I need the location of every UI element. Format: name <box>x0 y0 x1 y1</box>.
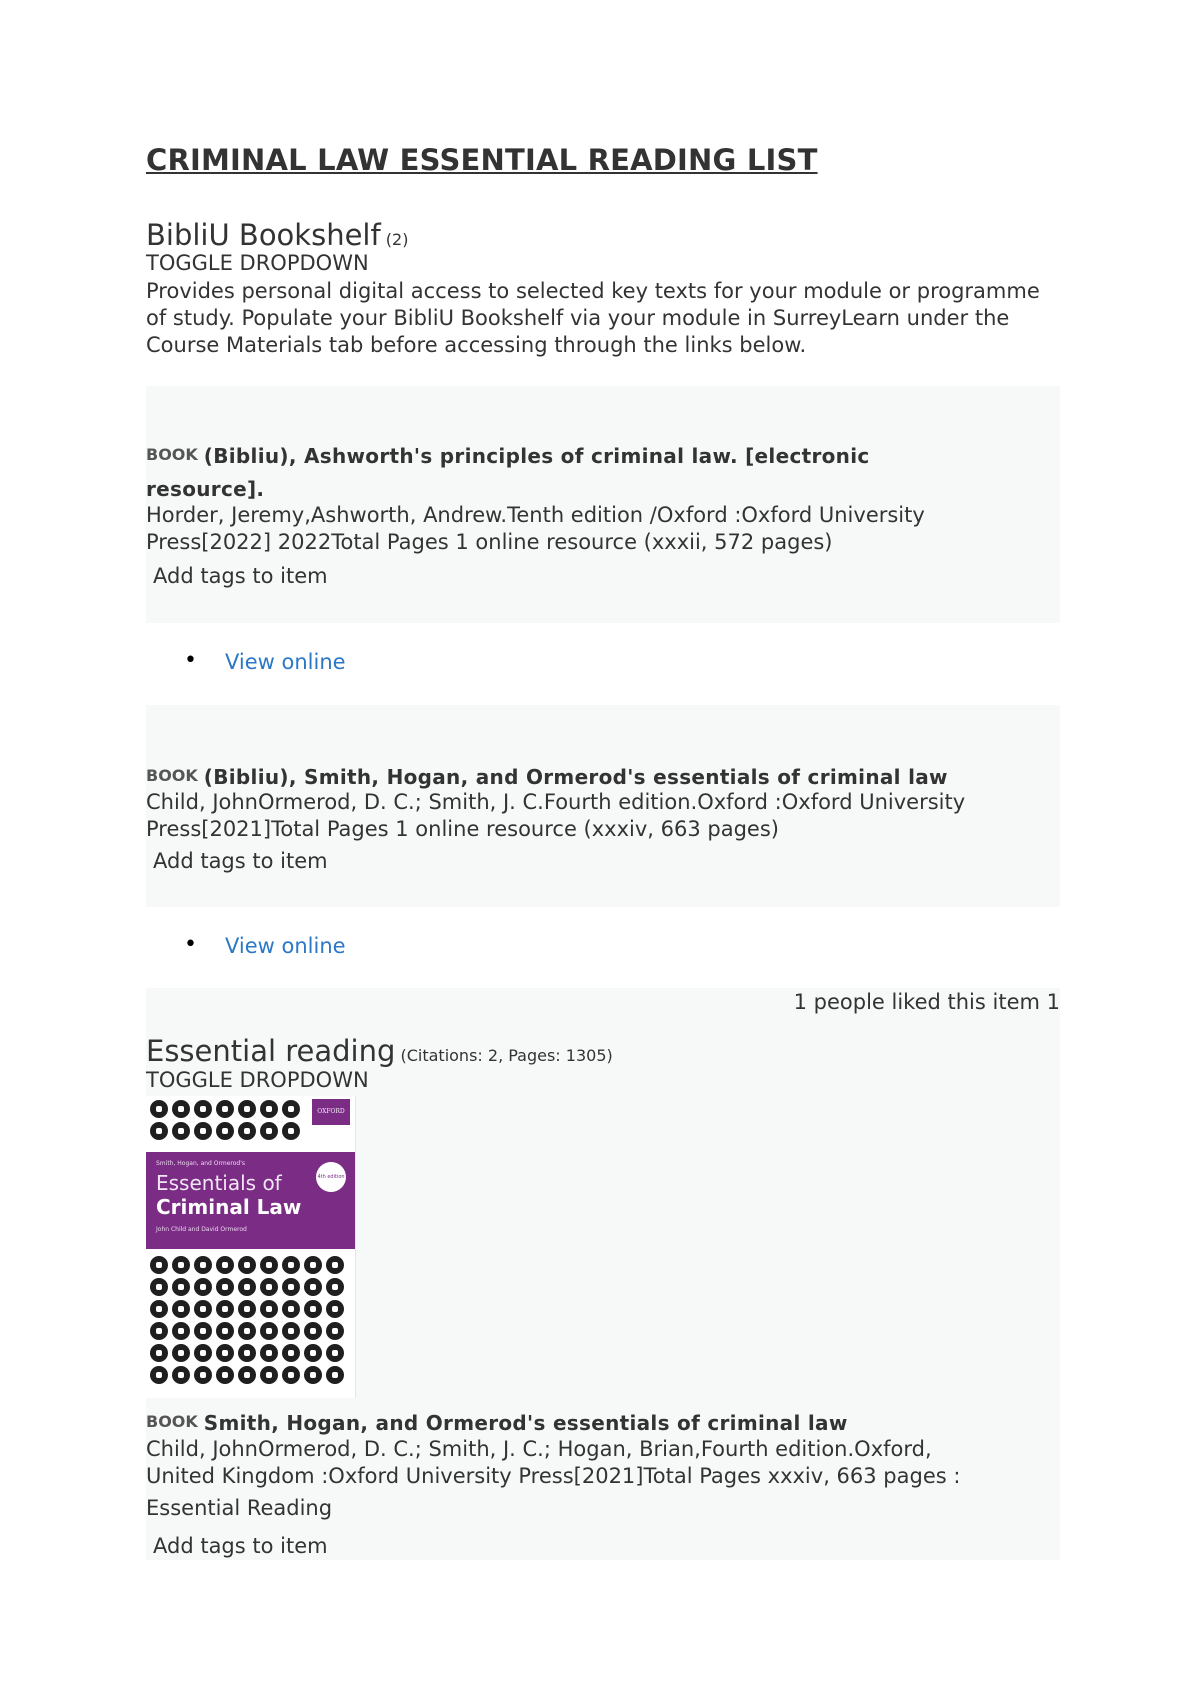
cover-glyph-icon <box>216 1122 234 1140</box>
cover-glyph-icon <box>260 1256 278 1274</box>
cover-glyph-icon <box>172 1300 190 1318</box>
cover-glyph-icon <box>150 1278 168 1296</box>
view-online-link[interactable]: View online <box>225 650 346 674</box>
cover-glyph-icon <box>282 1256 300 1274</box>
cover-glyph-icon <box>326 1366 344 1384</box>
cover-glyph-icon <box>282 1300 300 1318</box>
section-heading-bibliu <box>146 218 408 252</box>
item-title-row-continued <box>146 472 264 506</box>
cover-glyph-icon <box>194 1322 212 1340</box>
cover-glyph-icon <box>172 1366 190 1384</box>
add-tags-button[interactable]: Add tags to item <box>153 564 328 588</box>
cover-glyph-icon <box>238 1344 256 1362</box>
cover-glyph-icon <box>194 1256 212 1274</box>
cover-subtitle: Smith, Hogan, and Ormerod's <box>156 1160 245 1167</box>
cover-glyph-icon <box>194 1366 212 1384</box>
cover-glyph-icon <box>326 1278 344 1296</box>
edition-badge: 4th edition <box>316 1162 346 1192</box>
cover-glyph-icon <box>150 1344 168 1362</box>
item-meta-line: United Kingdom :Oxford University Press[2021]Total Pages xxxiv, 663 pages : <box>146 1464 961 1488</box>
cover-glyph-icon <box>326 1256 344 1274</box>
item-title-row <box>146 1405 848 1440</box>
add-tags-button[interactable]: Add tags to item <box>153 1534 328 1558</box>
cover-glyph-icon <box>260 1300 278 1318</box>
bullet-icon: • <box>184 648 197 673</box>
cover-glyph-icon <box>282 1122 300 1140</box>
cover-glyph-icon <box>216 1100 234 1118</box>
cover-glyph-icon <box>150 1322 168 1340</box>
add-tags-button[interactable]: Add tags to item <box>153 849 328 873</box>
publisher-logo: OXFORD <box>312 1099 350 1125</box>
cover-glyph-icon <box>260 1366 278 1384</box>
section-heading-essential <box>146 1034 613 1068</box>
cover-glyph-icon <box>172 1322 190 1340</box>
cover-glyph-icon <box>172 1256 190 1274</box>
cover-glyph-icon <box>150 1300 168 1318</box>
cover-glyph-icon <box>150 1256 168 1274</box>
toggle-dropdown-button[interactable]: TOGGLE DROPDOWN <box>146 1068 369 1092</box>
item-type-label: BOOK <box>146 766 198 785</box>
cover-title-bold: Criminal Law <box>156 1195 302 1219</box>
cover-glyph-icon <box>238 1256 256 1274</box>
cover-glyph-icon <box>304 1256 322 1274</box>
cover-glyph-icon <box>238 1300 256 1318</box>
cover-glyph-icon <box>216 1300 234 1318</box>
cover-glyph-icon <box>260 1322 278 1340</box>
cover-glyph-icon <box>216 1322 234 1340</box>
book-cover-image[interactable] <box>146 1096 356 1398</box>
cover-glyph-icon <box>304 1344 322 1362</box>
item-type-label: BOOK <box>146 445 198 464</box>
cover-glyph-icon <box>260 1100 278 1118</box>
item-title-link[interactable]: Smith, Hogan, and Ormerod's essentials of criminal law <box>203 1411 848 1435</box>
cover-glyph-icon <box>326 1344 344 1362</box>
cover-glyph-icon <box>238 1100 256 1118</box>
item-meta-line: Child, JohnOrmerod, D. C.; Smith, J. C.; Hogan, Brian,Fourth edition.Oxford, <box>146 1437 932 1461</box>
cover-glyph-icon <box>282 1322 300 1340</box>
item-meta-line: Horder, Jeremy,Ashworth, Andrew.Tenth edition /Oxford :Oxford University <box>146 503 925 527</box>
item-title-row <box>146 438 870 473</box>
cover-glyph-icon <box>282 1100 300 1118</box>
cover-glyph-icon <box>238 1122 256 1140</box>
page-title: CRIMINAL LAW ESSENTIAL READING LIST <box>146 143 818 177</box>
item-title-link[interactable]: (Bibliu), Ashworth's principles of criminal law. [electronic <box>203 444 870 468</box>
cover-glyph-icon <box>282 1278 300 1296</box>
cover-glyph-icon <box>304 1278 322 1296</box>
item-title-link[interactable]: (Bibliu), Smith, Hogan, and Ormerod's essentials of criminal law <box>203 765 948 789</box>
cover-glyph-icon <box>282 1366 300 1384</box>
likes-counter[interactable]: 1 people liked this item 1 <box>793 990 1060 1014</box>
cover-authors: John Child and David Ormerod <box>156 1226 247 1233</box>
cover-glyph-icon <box>150 1122 168 1140</box>
list-item <box>146 386 1060 623</box>
cover-glyph-icon <box>172 1122 190 1140</box>
item-meta-line: Press[2022] 2022Total Pages 1 online resource (xxxii, 572 pages) <box>146 530 833 554</box>
section-description: Provides personal digital access to selected key texts for your module or programme of study. Populate your BibliU Bookshelf via your module in SurreyLearn under the Course Materials tab before accessing through the links below. <box>146 279 1040 357</box>
cover-glyph-icon <box>216 1366 234 1384</box>
cover-glyph-icon <box>282 1344 300 1362</box>
cover-glyph-icon <box>238 1278 256 1296</box>
cover-glyph-icon <box>238 1322 256 1340</box>
cover-icon-pattern <box>150 1100 301 1140</box>
section-count: (2) <box>385 230 409 249</box>
cover-glyph-icon <box>194 1100 212 1118</box>
cover-glyph-icon <box>172 1100 190 1118</box>
item-title-continued[interactable]: resource]. <box>146 477 265 501</box>
cover-glyph-icon <box>194 1278 212 1296</box>
cover-glyph-icon <box>238 1366 256 1384</box>
cover-glyph-icon <box>194 1344 212 1362</box>
cover-glyph-icon <box>172 1278 190 1296</box>
cover-glyph-icon <box>150 1366 168 1384</box>
item-meta-line: Essential Reading <box>146 1496 333 1520</box>
cover-glyph-icon <box>260 1122 278 1140</box>
section-title: BibliU Bookshelf <box>146 218 381 252</box>
section-title: Essential reading <box>146 1034 396 1068</box>
list-item <box>146 705 1060 907</box>
cover-glyph-icon <box>150 1100 168 1118</box>
cover-glyph-icon <box>194 1122 212 1140</box>
view-online-link[interactable]: View online <box>225 934 346 958</box>
cover-glyph-icon <box>304 1322 322 1340</box>
cover-glyph-icon <box>194 1300 212 1318</box>
item-meta-line: Child, JohnOrmerod, D. C.; Smith, J. C.Fourth edition.Oxford :Oxford University <box>146 790 966 814</box>
bullet-icon: • <box>184 932 197 957</box>
cover-glyph-icon <box>326 1300 344 1318</box>
cover-glyph-icon <box>304 1300 322 1318</box>
cover-glyph-icon <box>172 1344 190 1362</box>
cover-glyph-icon <box>216 1256 234 1274</box>
cover-glyph-icon <box>216 1278 234 1296</box>
toggle-dropdown-button[interactable]: TOGGLE DROPDOWN <box>146 251 369 275</box>
item-type-label: BOOK <box>146 1412 198 1431</box>
cover-glyph-icon <box>260 1344 278 1362</box>
cover-glyph-icon <box>260 1278 278 1296</box>
section-count: (Citations: 2, Pages: 1305) <box>400 1046 613 1065</box>
cover-title: Essentials of <box>156 1171 282 1195</box>
cover-glyph-icon <box>326 1322 344 1340</box>
cover-icon-pattern <box>150 1256 345 1384</box>
item-meta-line: Press[2021]Total Pages 1 online resource (xxxiv, 663 pages) <box>146 817 779 841</box>
cover-glyph-icon <box>304 1366 322 1384</box>
cover-glyph-icon <box>216 1344 234 1362</box>
